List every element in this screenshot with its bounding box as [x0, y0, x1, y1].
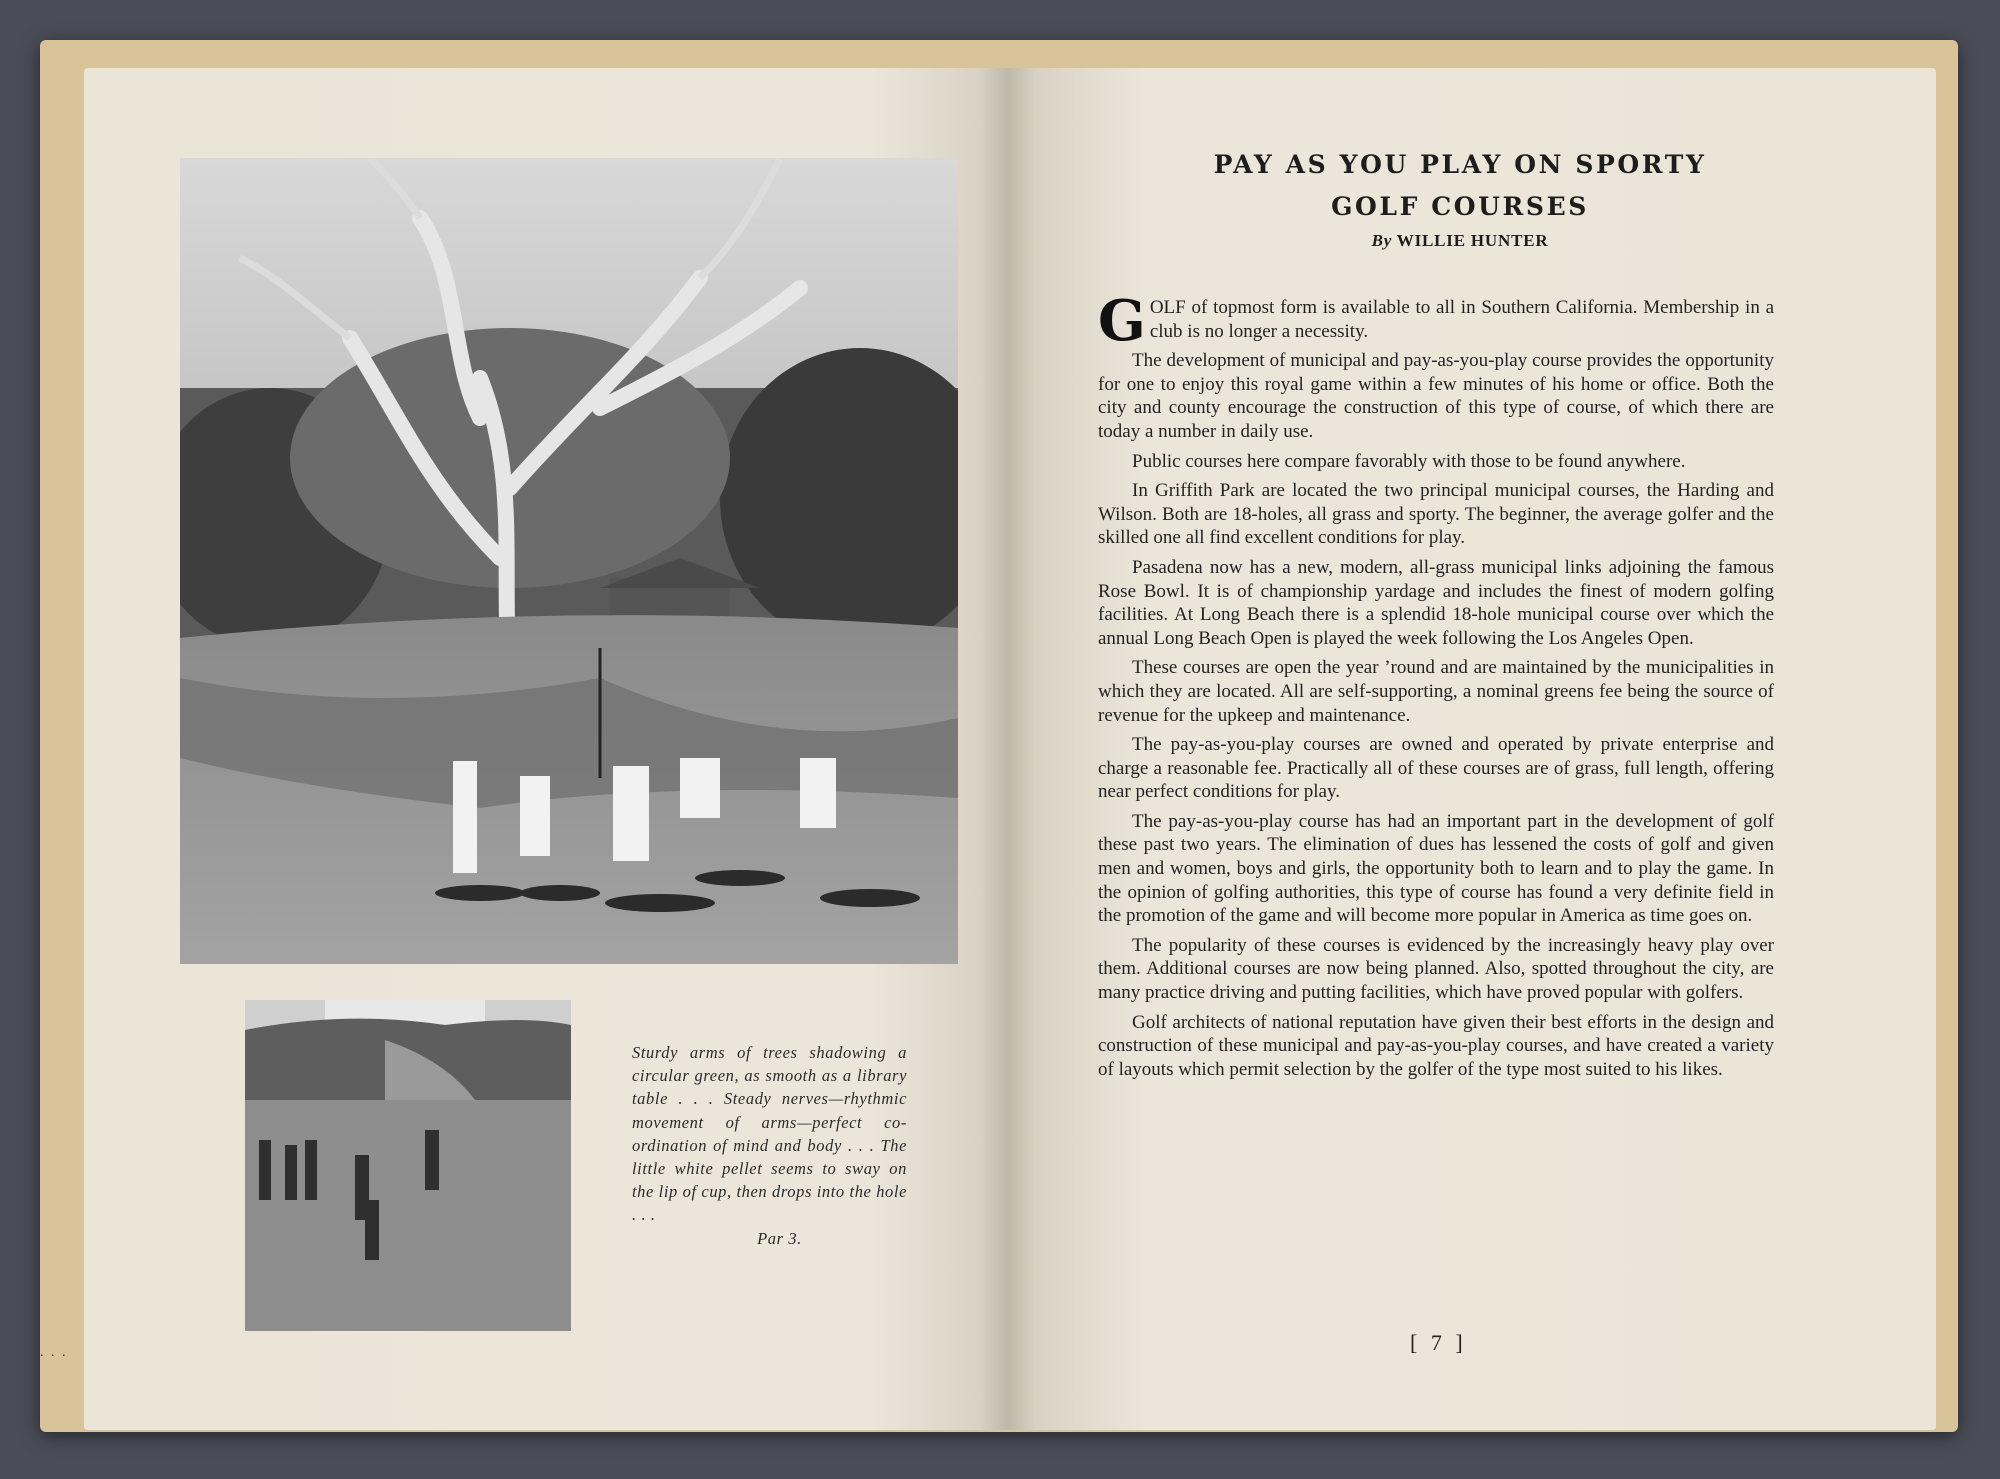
paragraph-7: The pay-as-you-play courses are owned and operated by private enterprise and charge a reasonable fee. Practically all of these courses are of grass, full length, offering near perfect conditions for play. — [1098, 734, 1774, 803]
paragraph-4: In Griffith Park are located the two principal municipal courses, the Harding and Wilson. Both are 18-holes, all grass and sporty. The beginner, the average golfer and the skilled one all find excellent conditions for play. — [1098, 480, 1774, 549]
paragraph-2: The development of municipal and pay-as-you-play course provides the opportunity for one to enjoy this royal game within a few minutes of his home or office. Both the city and county encourage the construction of this type of course, of which there are today a number in daily use. — [1098, 350, 1774, 442]
paragraph-3: Public courses here compare favorably with those to be found anywhere. — [1132, 450, 1686, 472]
photo-caption — [632, 1041, 907, 1250]
paragraph-5: Pasadena now has a new, modern, all-grass municipal links adjoining the famous Rose Bowl. It is of championship yardage and includes the finest of modern golfing facilities. At Long Beach there is a splendid 18-hole municipal course over which the annual Long Beach Open is played the week following the Los Angeles Open. — [1098, 556, 1774, 649]
paragraph-8: The pay-as-you-play course has had an important part in the development of golf these past two years. The elimination of dues has lessened the costs of golf and given men and women, boys and girls, the opportunity both to learn and to play the game. In the opinion of golfing authorities, this type of course has found a very definite field in the promotion of the game and will become more popular in America as time goes on. — [1098, 810, 1774, 927]
title-line-1: PAY AS YOU PLAY ON SPORTY — [1213, 150, 1707, 179]
paragraph-9: The popularity of these courses is evidenced by the increasingly heavy play over them. Additional courses are now being planned. Also, spotted throughout the city, are many practice driving and putting facilities, which have proved popular with golfers. — [1098, 934, 1774, 1004]
byline-author: WILLIE HUNTER — [1396, 231, 1549, 250]
caption-par: Par 3. — [757, 1228, 802, 1248]
page-number: [ 7 ] — [1410, 1330, 1467, 1355]
drop-cap: G — [1098, 288, 1146, 354]
paragraph-10: Golf architects of national reputation have given their best efforts in the design and construction of these municipal and pay-as-you-play courses, and have created a variety of layouts which permit selection by the golfer of the type most suited to his likes. — [1098, 1011, 1774, 1080]
article-body — [1098, 288, 1775, 1087]
small-golf-course-photo — [245, 1000, 571, 1331]
caption-text: Sturdy arms of trees shadowing a circular green, as smooth as a library table . . . Steady nerves—rhythmic movement of arms—perfect co-ordination of mind and body . . . The little white pellet seems to sway on the lip of cup, then drops into the hole . . . — [632, 1043, 907, 1225]
article-title — [1080, 144, 1840, 228]
paragraph-1: GOLF of topmost form is available to all in Southern California. Membership in a club is no longer a necessity. — [1098, 288, 1775, 354]
byline — [1080, 231, 1840, 251]
title-line-2: GOLF COURSES — [1331, 192, 1589, 221]
page-edge-marks: . . . — [40, 1345, 68, 1360]
large-golf-green-photo — [180, 158, 958, 964]
byline-prefix: By — [1371, 231, 1393, 250]
first-word: OLF — [1149, 297, 1186, 318]
paragraph-6: These courses are open the year ’round and are maintained by the municipalities in which they are located. All are self-supporting, a nominal greens fee being the source of revenue for the upkeep and maintenance. — [1098, 657, 1774, 726]
